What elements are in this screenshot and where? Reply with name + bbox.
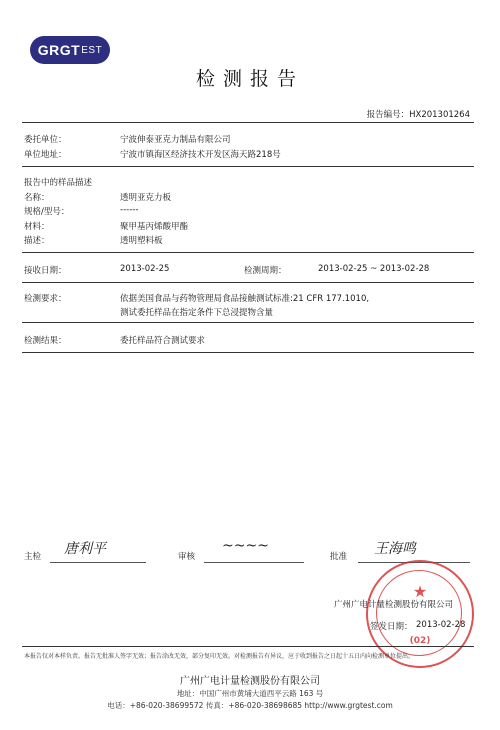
requirement-line-1: 依据美国食品与药物管理局食品接触测试标准:21 CFR 177.1010, [120,294,370,304]
sample-model-value: ------ [120,205,139,215]
client-value: 宁波伸泰亚克力制品有限公司 [120,135,231,145]
logo-main: GRGT [37,42,81,58]
client-label: 委托单位： [24,135,67,145]
divider-5 [22,352,474,353]
divider-1 [22,166,474,167]
divider-footer [22,646,474,647]
approver-signature: 王海鸣 [374,541,416,557]
stamp-label: (02) [409,636,431,646]
report-number-value: HX201301264 [409,110,470,120]
chief-inspector-signature: 唐利平 [64,541,106,557]
footer-company: 广州广电计量检测股份有限公司 [180,676,320,687]
sample-name-value: 透明亚克力板 [120,193,172,203]
address-label: 单位地址： [24,150,67,160]
received-date-label: 接收日期： [24,266,67,276]
page-title: 检测报告 [195,68,304,90]
sample-material-value: 聚甲基丙烯酸甲酯 [120,222,189,232]
divider-top [22,122,474,123]
chief-inspector-line [50,562,146,563]
sample-model-label: 规格/型号： [24,207,70,217]
result-value: 委托样品符合测试要求 [120,336,206,346]
divider-3 [22,282,474,283]
approver-label: 批准 [330,552,348,562]
sample-desc-label: 描述： [24,236,50,246]
issue-date-value: 2013-02-28 [416,620,466,630]
issuer-name: 广州广电计量检测股份有限公司 [334,600,454,610]
issue-date-label: 签发日期： [370,622,413,632]
requirement-label: 检测要求： [24,294,67,304]
sample-name-label: 名称： [24,193,50,203]
received-date-value: 2013-02-25 [120,264,170,274]
divider-2 [22,252,474,253]
reviewer-line [204,562,304,563]
logo-suffix: EST [81,44,103,56]
company-logo [30,36,110,64]
sample-section-heading: 报告中的样品描述 [24,178,93,188]
footer-note: 本报告仅对本样负责。报告无批准人签字无效；报告涂改无效，部分复印无效。对检测报告有异议，应于收到报告之日起十五日内向检测单位提出。 [24,653,415,660]
stamp-star-icon: ★ [412,582,428,601]
test-period-label: 检测周期： [244,266,287,276]
report-number-label: 报告编号： [366,110,410,120]
requirement-line-2: 测试委托样品在指定条件下总浸提物含量 [120,308,274,318]
reviewer-signature: ~~~~ [222,538,269,554]
chief-inspector-label: 主检 [24,552,42,562]
footer-contact: 电话：+86-020-38699572 传真：+86-020-38698685 http://www.grgtest.com [107,701,393,710]
footer-address: 地址：中国广州市黄埔大道西平云路 163 号 [176,689,324,698]
sample-material-label: 材料： [24,222,50,232]
report-number [367,108,470,120]
sample-desc-value: 透明塑料板 [120,236,163,246]
address-value: 宁波市镇海区经济技术开发区海天路218号 [120,150,281,160]
reviewer-label: 审核 [178,552,196,562]
result-label: 检测结果： [24,336,67,346]
test-period-value: 2013-02-25 ~ 2013-02-28 [318,264,430,274]
divider-4 [22,322,474,323]
